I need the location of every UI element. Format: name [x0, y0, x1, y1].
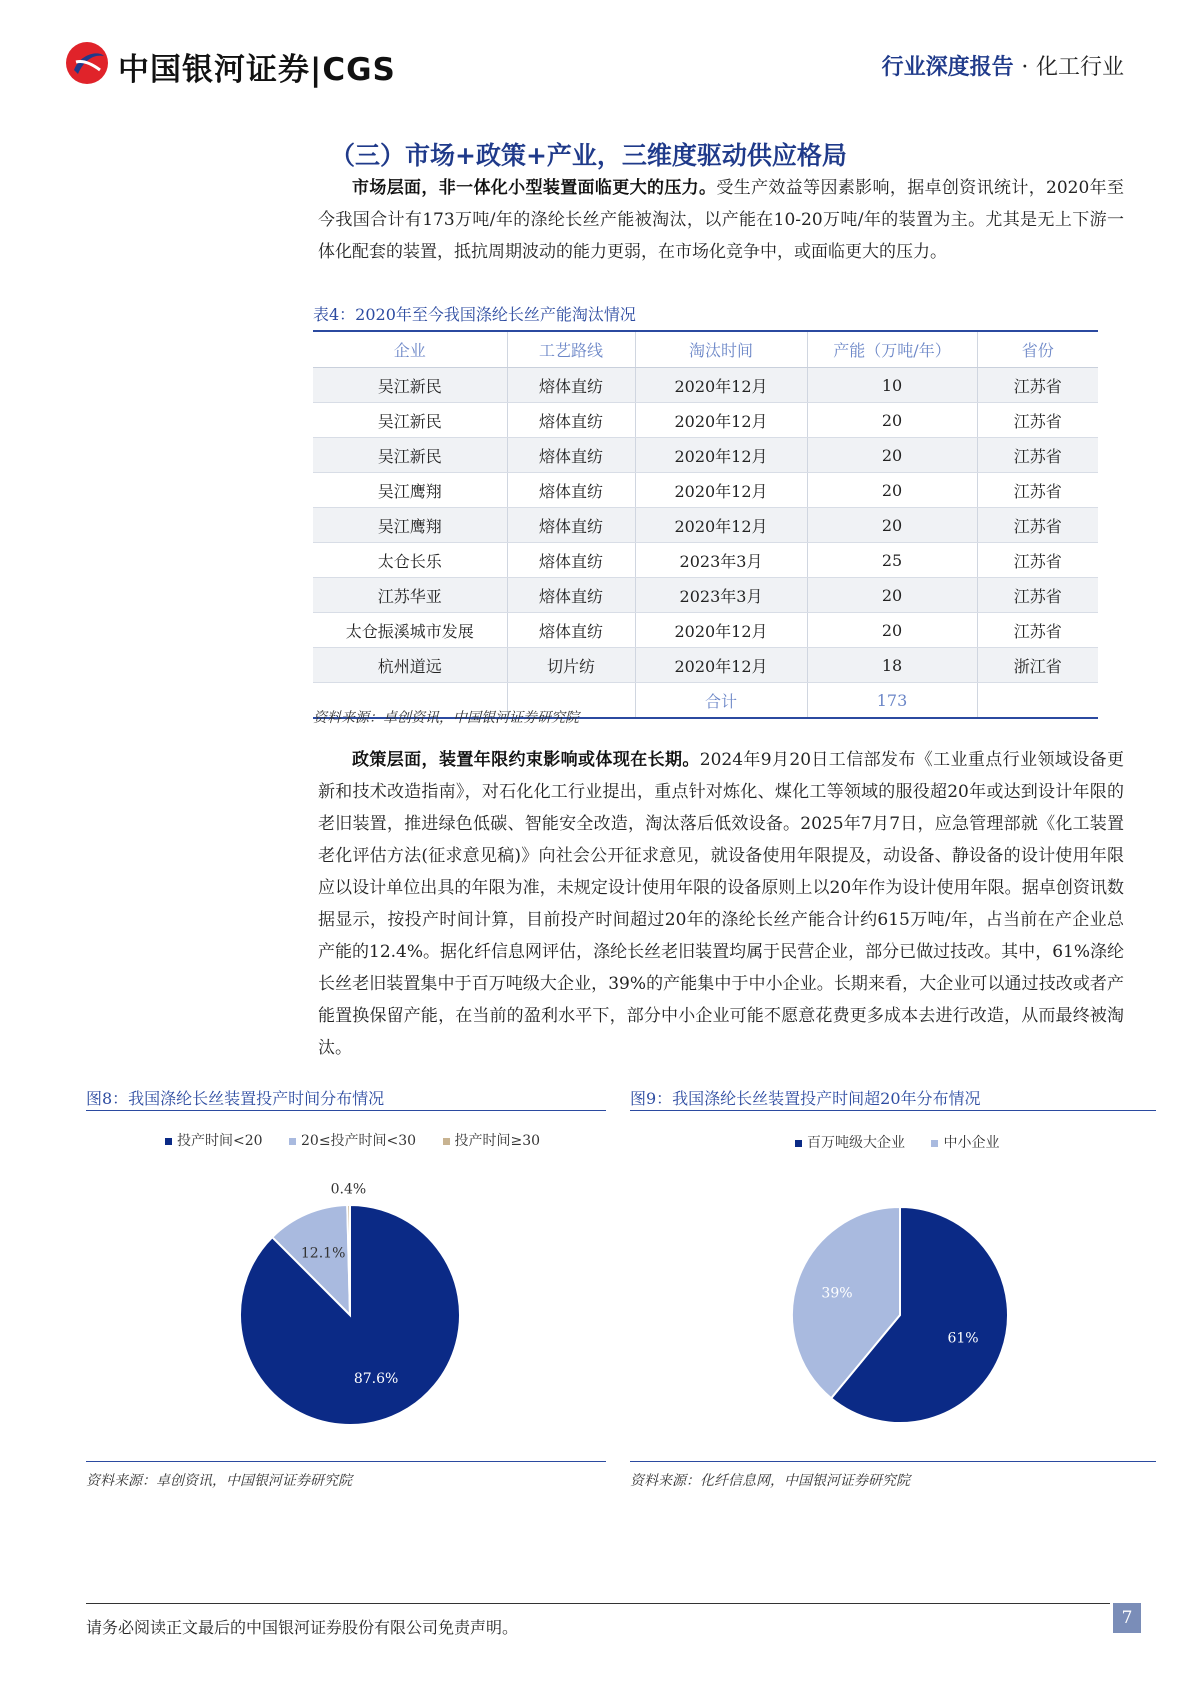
table-cell: 熔体直纺 [507, 473, 635, 508]
table-row [313, 613, 1098, 648]
paragraph-policy-body: 2024年9月20日工信部发布《工业重点行业领域设备更新和技术改造指南》，对石化化工行业提出，重点针对炼化、煤化工等领域的服役超20年或达到设计年限的老旧装置，推进绿色低碳、智能安全改造，淘汰落后低效设备。2025年7月7日，应急管理部就《化工装置老化评估方法(征求意见稿)》向社会公开征求意见，就设备使用年限提及，动设备、静设备的设计使用年限应以设计单位出具的年限为准，未规定设计使用年限的设备原则上以20年作为设计使用年限。据卓创资讯数据显示，按投产时间计算，目前投产时间超过20年的涤纶长丝产能合计约615万吨/年，占当前在产企业总产能的12.4%。据化纤信息网评估，涤纶长丝老旧装置均属于民营企业，部分已做过技改。其中，61%涤纶长丝老旧装置集中于百万吨级大企业，39%的产能集中于中小企业。长期来看，大企业可以通过技改或者产能置换保留产能，在当前的盈利水平下，部分中小企业可能不愿意花费更多成本去进行改造，从而最终被淘汰。 [318, 750, 1125, 1058]
table-cell: 20 [807, 578, 977, 613]
table-cell: 江苏华亚 [313, 578, 507, 613]
logo-icon [64, 40, 110, 86]
table-cell: 2023年3月 [635, 578, 807, 613]
pie-data-label: 12.1% [300, 1245, 346, 1262]
table-row [313, 578, 1098, 613]
table-cell: 吴江新民 [313, 368, 507, 403]
table-cell: 2020年12月 [635, 473, 807, 508]
figure8-legend [165, 1130, 540, 1150]
table-cell: 熔体直纺 [507, 368, 635, 403]
table-cell: 2020年12月 [635, 648, 807, 683]
legend-item [795, 1135, 905, 1151]
table-cell: 2020年12月 [635, 438, 807, 473]
table-row [313, 473, 1098, 508]
table-row [313, 648, 1098, 683]
table-cell: 吴江新民 [313, 438, 507, 473]
table-cell: 切片纺 [507, 648, 635, 683]
table-cell: 江苏省 [977, 543, 1098, 578]
legend-label: 20≤投产时间<30 [301, 1133, 417, 1149]
table-cell: 吴江鹰翔 [313, 508, 507, 543]
pie-data-label: 39% [821, 1285, 853, 1302]
table-cell: 20 [807, 473, 977, 508]
table-cell: 2020年12月 [635, 508, 807, 543]
table-total-value: 173 [807, 683, 977, 719]
paragraph-policy [318, 744, 1124, 1064]
legend-item [165, 1133, 263, 1149]
paragraph-market-lead: 市场层面，非一体化小型装置面临更大的压力。 [352, 178, 717, 198]
footer-rule [86, 1603, 1110, 1604]
figure9-legend [795, 1132, 999, 1152]
table-cell: 10 [807, 368, 977, 403]
table-cell: 太仓振溪城市发展 [313, 613, 507, 648]
figure9-top-rule [630, 1110, 1156, 1111]
figure9-source: 资料来源：化纤信息网，中国银河证券研究院 [630, 1473, 910, 1489]
table-cell: 江苏省 [977, 578, 1098, 613]
table-cell [977, 683, 1098, 719]
table-cell: 2020年12月 [635, 368, 807, 403]
pie-data-label: 0.4% [330, 1181, 367, 1198]
header-report-label [882, 50, 1124, 81]
table-caption: 表4：2020年至今我国涤纶长丝产能淘汰情况 [313, 305, 636, 324]
legend-item [443, 1133, 541, 1149]
figure8-source: 资料来源：卓创资讯，中国银河证券研究院 [86, 1473, 352, 1489]
table-row [313, 438, 1098, 473]
table-cell: 江苏省 [977, 508, 1098, 543]
legend-label: 投产时间≥30 [454, 1133, 541, 1149]
header-separator: · [1021, 55, 1029, 80]
table-cell: 浙江省 [977, 648, 1098, 683]
table-cell: 熔体直纺 [507, 578, 635, 613]
legend-label: 投产时间<20 [177, 1133, 263, 1149]
legend-label: 百万吨级大企业 [807, 1135, 905, 1151]
table-cell: 2020年12月 [635, 613, 807, 648]
figure8-title: 图8：我国涤纶长丝装置投产时间分布情况 [86, 1089, 385, 1108]
table-cell: 20 [807, 403, 977, 438]
table-cell: 18 [807, 648, 977, 683]
table-row [313, 508, 1098, 543]
table-source: 资料来源：卓创资讯，中国银河证券研究院 [313, 710, 579, 726]
table-row [313, 543, 1098, 578]
table-cell: 20 [807, 438, 977, 473]
legend-swatch [289, 1138, 296, 1145]
paragraph-market [318, 172, 1124, 268]
table-header-cell: 企业 [313, 331, 507, 368]
table-cell: 2023年3月 [635, 543, 807, 578]
report-type: 行业深度报告 [881, 54, 1014, 80]
page-number: 7 [1113, 1603, 1141, 1633]
pie-data-label: 61% [947, 1330, 979, 1347]
table-cell: 太仓长乐 [313, 543, 507, 578]
capacity-table-container [313, 330, 1098, 719]
legend-swatch [795, 1140, 802, 1147]
table-cell: 25 [807, 543, 977, 578]
legend-item [289, 1133, 416, 1149]
table-row [313, 368, 1098, 403]
table-cell: 20 [807, 613, 977, 648]
paragraph-market-body: 受生产效益等因素影响，据卓创资讯统计，2020年至今我国合计有173万吨/年的涤纶长丝产能被淘汰，以产能在10-20万吨/年的装置为主。尤其是无上下游一体化配套的装置，抵抗周期波动的能力更弱，在市场化竞争中，或面临更大的压力。 [318, 178, 1125, 262]
pie-chart-figure8 [140, 1165, 560, 1435]
figure8-top-rule [86, 1110, 606, 1111]
table-cell: 熔体直纺 [507, 613, 635, 648]
table-cell: 江苏省 [977, 438, 1098, 473]
table-cell: 熔体直纺 [507, 543, 635, 578]
legend-swatch [443, 1138, 450, 1145]
logo-text: 中国银河证券|CGS [118, 52, 396, 88]
industry-label: 化工行业 [1035, 55, 1124, 80]
section-title: （三）市场+政策+产业，三维度驱动供应格局 [330, 141, 847, 170]
pie-data-label: 87.6% [353, 1371, 399, 1388]
table-cell: 2020年12月 [635, 403, 807, 438]
figure9-title: 图9：我国涤纶长丝装置投产时间超20年分布情况 [630, 1089, 981, 1108]
figure9-bottom-rule [630, 1461, 1156, 1462]
table-cell: 吴江鹰翔 [313, 473, 507, 508]
table-header-cell: 省份 [977, 331, 1098, 368]
table-cell: 江苏省 [977, 368, 1098, 403]
table-cell: 20 [807, 508, 977, 543]
table-header-cell: 产能（万吨/年） [807, 331, 977, 368]
table-header-cell: 工艺路线 [507, 331, 635, 368]
table-cell: 江苏省 [977, 473, 1098, 508]
table-cell: 江苏省 [977, 403, 1098, 438]
capacity-table [313, 330, 1098, 719]
table-header-row [313, 331, 1098, 368]
legend-label: 中小企业 [943, 1135, 1000, 1151]
table-cell: 杭州道远 [313, 648, 507, 683]
table-row [313, 403, 1098, 438]
legend-swatch [165, 1138, 172, 1145]
table-cell: 江苏省 [977, 613, 1098, 648]
table-cell: 熔体直纺 [507, 508, 635, 543]
table-cell: 熔体直纺 [507, 403, 635, 438]
table-total-label: 合计 [635, 683, 807, 719]
paragraph-policy-lead: 政策层面，装置年限约束影响或体现在长期。 [352, 750, 700, 770]
footer-disclaimer: 请务必阅读正文最后的中国银河证券股份有限公司免责声明。 [86, 1618, 519, 1637]
table-cell: 熔体直纺 [507, 438, 635, 473]
table-header-cell: 淘汰时间 [635, 331, 807, 368]
pie-chart-figure9 [690, 1165, 1110, 1435]
legend-item [931, 1135, 999, 1151]
figure8-bottom-rule [86, 1461, 606, 1462]
legend-swatch [931, 1140, 938, 1147]
table-cell: 吴江新民 [313, 403, 507, 438]
